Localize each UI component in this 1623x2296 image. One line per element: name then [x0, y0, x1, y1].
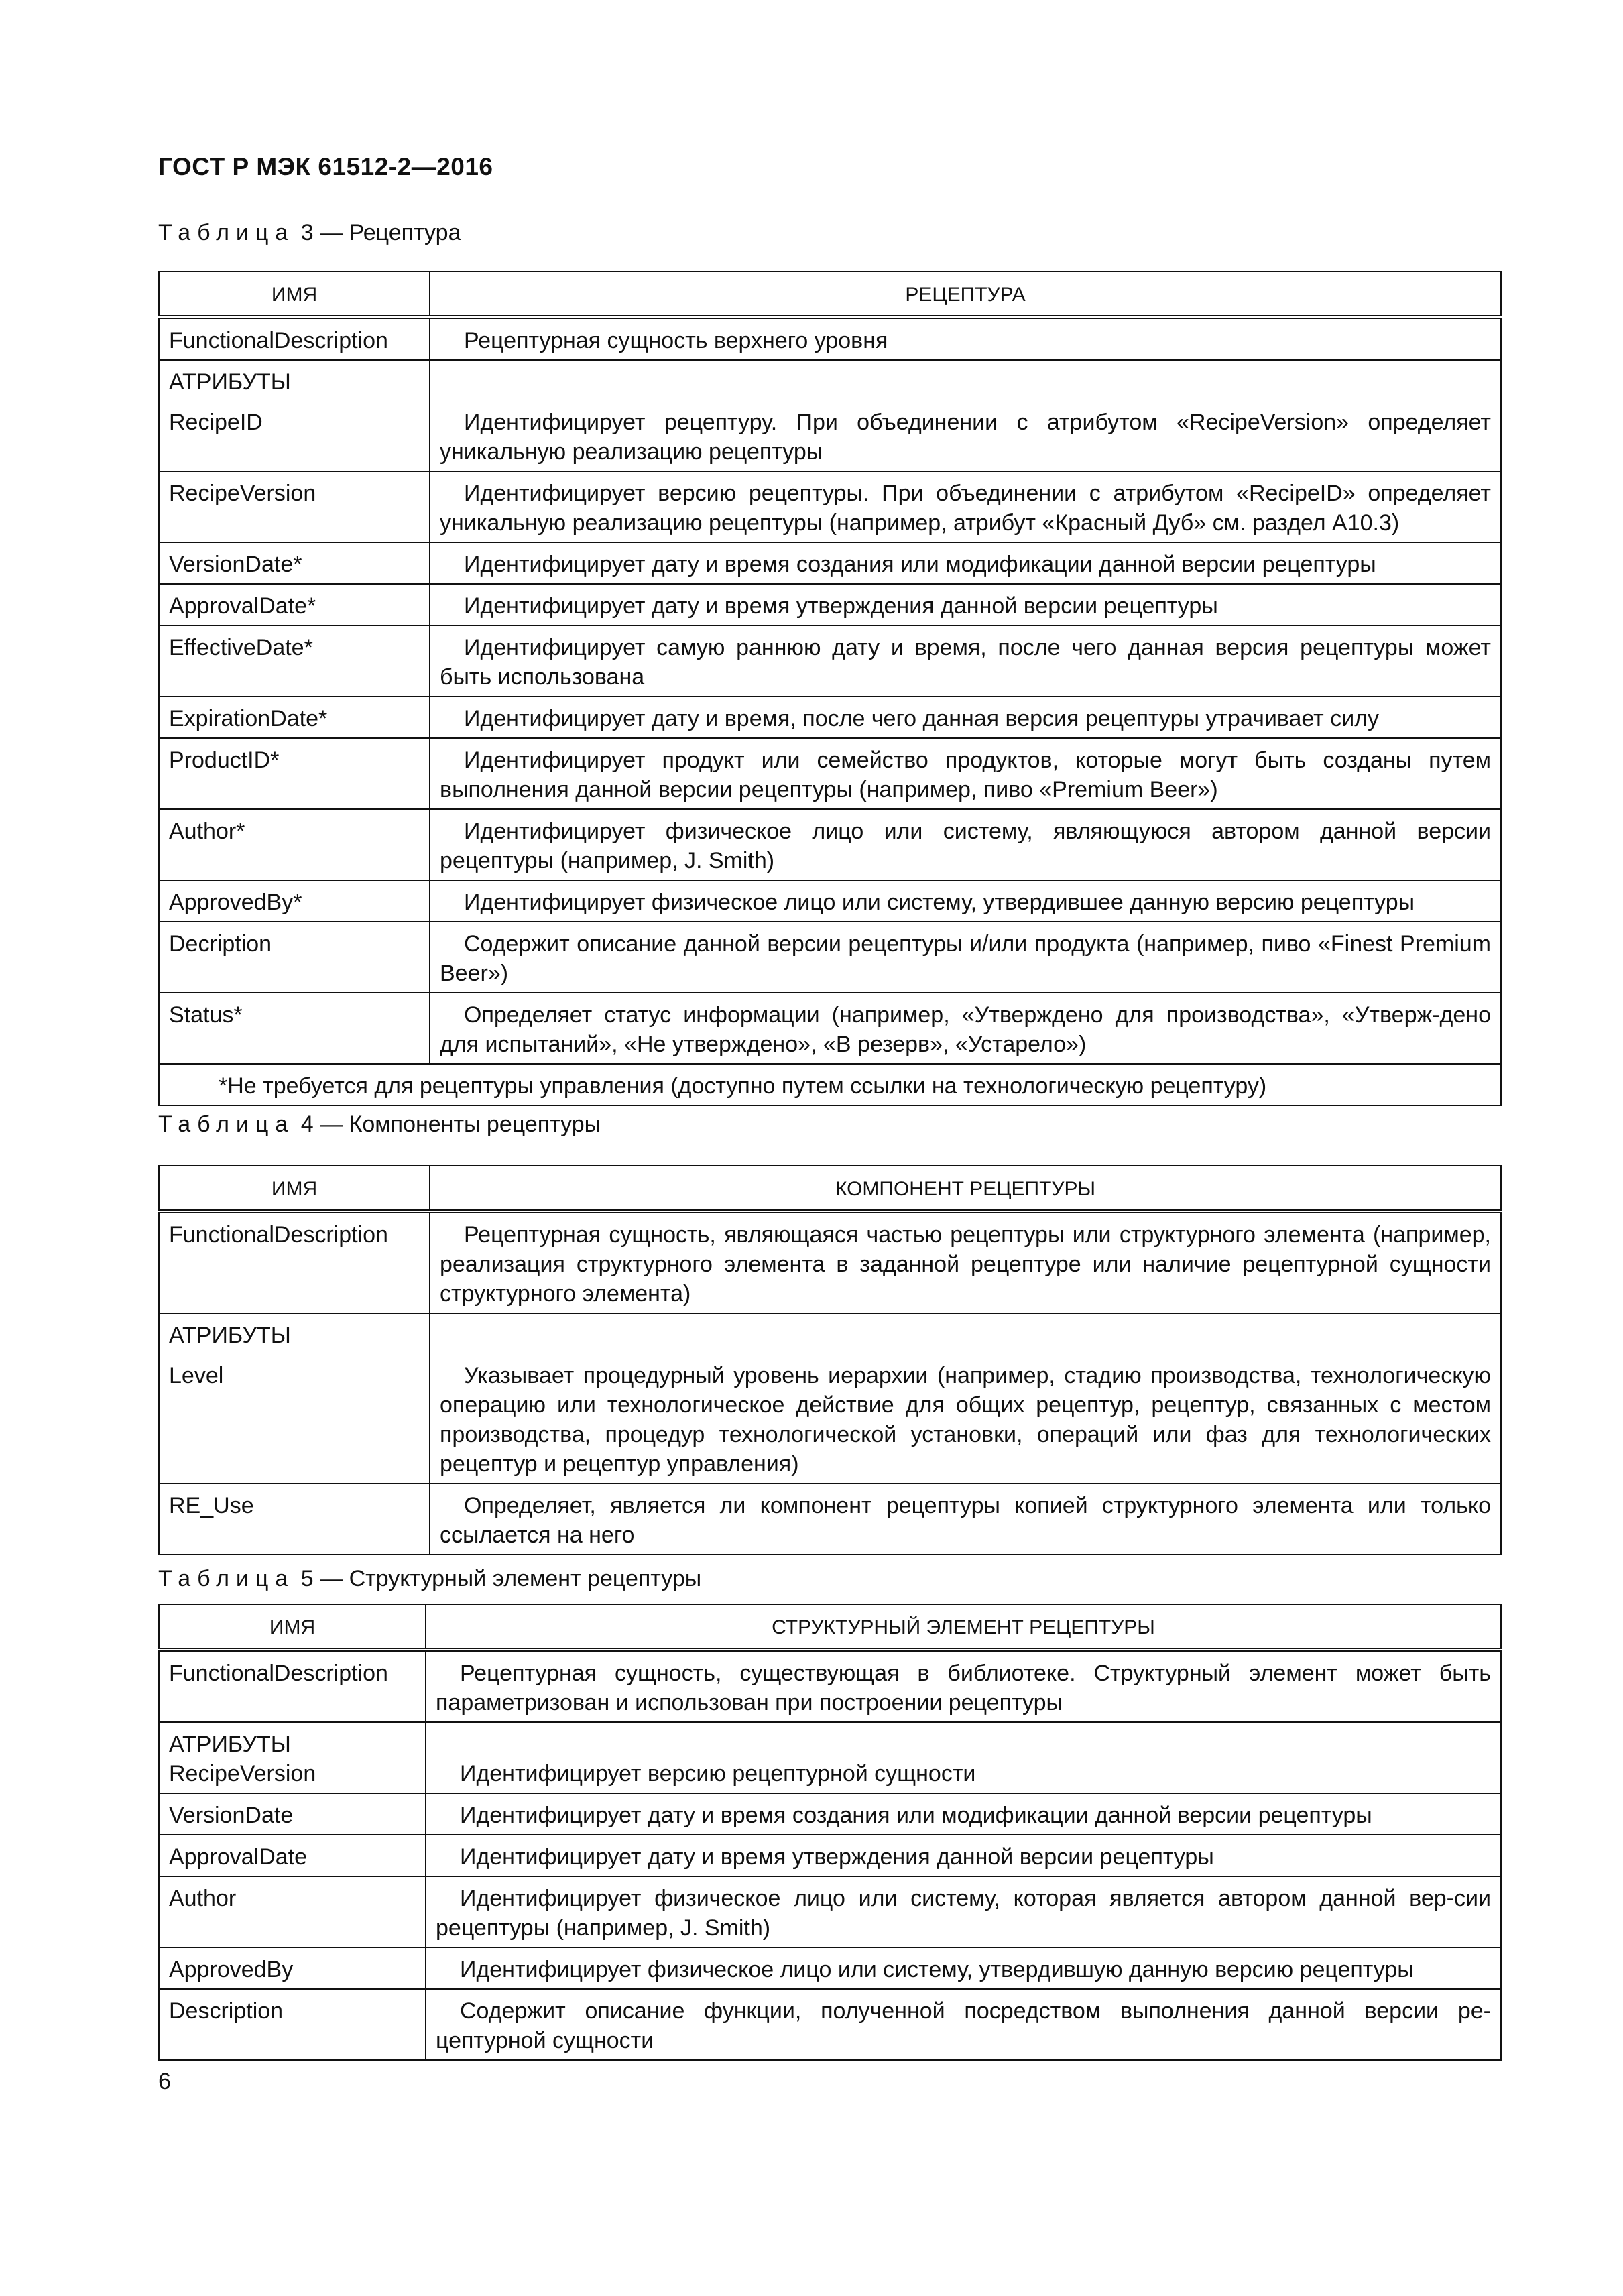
table4-caption	[158, 1111, 601, 1138]
attributes-heading: АТРИБУТЫ	[169, 369, 291, 395]
row-desc: Идентифицирует продукт или семейство продуктов, которые могут быть созданы путем выполнения данной версии рецептуры (например, пиво «Premium Beer»)	[430, 738, 1501, 809]
table5-col-desc-header: СТРУКТУРНЫЙ ЭЛЕМЕНТ РЕЦЕПТУРЫ	[426, 1604, 1501, 1650]
row-name: ApprovedBy*	[159, 880, 430, 922]
table5-caption-prefix: Таблица	[158, 1566, 295, 1591]
row-name: FunctionalDescription	[159, 1650, 426, 1722]
table3-caption-prefix: Таблица	[158, 220, 295, 245]
row-desc: Идентифицирует дату и время создания или модификации данной версии рецептуры	[430, 542, 1501, 584]
table-row	[159, 880, 1501, 922]
row-name: Status*	[159, 993, 430, 1064]
row-desc: Рецептурная сущность верхнего уровня	[430, 317, 1501, 360]
row-desc: Рецептурная сущность, существующая в библиотеке. Структурный элемент может быть параметризован и использован при построении рецептуры	[426, 1650, 1501, 1722]
table3-note-row	[159, 1064, 1501, 1105]
row-desc: Идентифицирует версию рецептуры. При объединении с атрибутом «RecipeID» определяет уникальную реализацию рецептуры (например, атрибут «Красный Дуб» см. раздел А10.3)	[430, 471, 1501, 542]
table-row	[159, 1484, 1501, 1555]
row-name: RE_Use	[159, 1484, 430, 1555]
row-name: ExpirationDate*	[159, 697, 430, 738]
table5-col-name-header: ИМЯ	[159, 1604, 426, 1650]
page-number: 6	[158, 2069, 171, 2094]
row-name: Author*	[159, 809, 430, 880]
table-row	[159, 317, 1501, 360]
row-name-with-attr-heading	[159, 1313, 430, 1484]
table3-caption-num: 3	[300, 220, 314, 245]
row-name: ApprovalDate*	[159, 584, 430, 625]
row-desc: Рецептурная сущность, являющаяся частью рецептуры или структурного элемента (например, реализация структурного элемента в заданной рецептуре или наличие рецептурной сущности структурного элемента)	[430, 1211, 1501, 1313]
row-name: ProductID*	[159, 738, 430, 809]
row-desc: Идентифицирует дату и время утверждения данной версии рецептуры	[426, 1835, 1501, 1876]
document-header: ГОСТ Р МЭК 61512-2—2016	[158, 153, 493, 180]
table3-caption-title: — Рецептура	[320, 220, 461, 245]
table5-caption-title: — Структурный элемент рецептуры	[320, 1566, 702, 1591]
row-name: ApprovalDate	[159, 1835, 426, 1876]
table-row	[159, 1211, 1501, 1313]
table3-col-desc-header: РЕЦЕПТУРА	[430, 271, 1501, 317]
table-row	[159, 1835, 1501, 1876]
table-row	[159, 1650, 1501, 1722]
table-row	[159, 360, 1501, 471]
row-name: Level	[169, 1363, 224, 1388]
table-row	[159, 1947, 1501, 1989]
table-row	[159, 584, 1501, 625]
attributes-heading: АТРИБУТЫ	[169, 1323, 291, 1348]
table3-col-name-header: ИМЯ	[159, 271, 430, 317]
table-row	[159, 993, 1501, 1064]
table-row	[159, 471, 1501, 542]
row-desc: Идентифицирует физическое лицо или систему, утвердившую данную версию рецептуры	[426, 1947, 1501, 1989]
row-desc: Определяет статус информации (например, «Утверждено для производства», «Утверж-дено для испытаний», «Не утверждено», «В резерв», «Устарело»)	[430, 993, 1501, 1064]
row-desc: Идентифицирует физическое лицо или систему, утвердившее данную версию рецептуры	[430, 880, 1501, 922]
row-name: RecipeVersion	[159, 471, 430, 542]
row-desc: Идентифицирует физическое лицо или систему, являющуюся автором данной версии рецептуры (например, J. Smith)	[430, 809, 1501, 880]
table-row	[159, 809, 1501, 880]
row-name: Description	[159, 1989, 426, 2060]
row-name: ApprovedBy	[159, 1947, 426, 1989]
row-desc: Идентифицирует дату и время утверждения данной версии рецептуры	[430, 584, 1501, 625]
attributes-heading: АТРИБУТЫ	[169, 1732, 291, 1757]
table-row	[159, 1989, 1501, 2060]
row-name: Author	[159, 1876, 426, 1947]
row-desc: Указывает процедурный уровень иерархии (например, стадию производства, технологическую операцию или технологическое действие для общих рецептур, рецептур, связанных с местом производства, процедур технологической установки, операций или фаз для технологических рецептур и рецептур управления)	[430, 1313, 1501, 1484]
row-name-with-attr-heading	[159, 1722, 426, 1793]
table5-header-row	[159, 1604, 1501, 1650]
table5	[158, 1604, 1502, 2061]
table4	[158, 1165, 1502, 1555]
row-desc: Содержит описание данной версии рецептуры и/или продукта (например, пиво «Finest Premium Beer»)	[430, 922, 1501, 993]
row-name: FunctionalDescription	[159, 317, 430, 360]
table4-col-name-header: ИМЯ	[159, 1166, 430, 1211]
row-desc: Идентифицирует рецептуру. При объединении с атрибутом «RecipeVersion» определяет уникальную реализацию рецептуры	[430, 360, 1501, 471]
table-row	[159, 542, 1501, 584]
table-row	[159, 1876, 1501, 1947]
row-name: RecipeVersion	[169, 1761, 316, 1787]
table-row	[159, 625, 1501, 697]
table5-caption-num: 5	[300, 1566, 314, 1591]
row-name: RecipeID	[169, 410, 263, 435]
row-desc: Содержит описание функции, полученной посредством выполнения данной версии ре-цептурной сущности	[426, 1989, 1501, 2060]
row-name: FunctionalDescription	[159, 1211, 430, 1313]
table4-header-row	[159, 1166, 1501, 1211]
table3-header-row	[159, 271, 1501, 317]
table5-caption	[158, 1566, 701, 1592]
table-row	[159, 1313, 1501, 1484]
table4-col-desc-header: КОМПОНЕНТ РЕЦЕПТУРЫ	[430, 1166, 1501, 1211]
table4-caption-title: — Компоненты рецептуры	[320, 1111, 601, 1137]
table-row	[159, 1722, 1501, 1793]
row-desc: Определяет, является ли компонент рецептуры копией структурного элемента или только ссылается на него	[430, 1484, 1501, 1555]
row-desc: Идентифицирует дату и время, после чего данная версия рецептуры утрачивает силу	[430, 697, 1501, 738]
table-row	[159, 1793, 1501, 1835]
row-desc: Идентифицирует самую раннюю дату и время, после чего данная версия рецептуры может быть использована	[430, 625, 1501, 697]
table-row	[159, 697, 1501, 738]
table3-caption	[158, 220, 461, 246]
row-name: VersionDate*	[159, 542, 430, 584]
table-row	[159, 738, 1501, 809]
table3	[158, 271, 1502, 1106]
table4-caption-num: 4	[300, 1111, 314, 1137]
table3-footnote: *Не требуется для рецептуры управления (доступно путем ссылки на технологическую рецептуру)	[159, 1064, 1501, 1105]
row-name: Decription	[159, 922, 430, 993]
table4-caption-prefix: Таблица	[158, 1111, 295, 1137]
row-desc: Идентифицирует физическое лицо или систему, которая является автором данной вер-сии рецептуры (например, J. Smith)	[426, 1876, 1501, 1947]
row-name-with-attr-heading	[159, 360, 430, 471]
table-row	[159, 922, 1501, 993]
row-name: EffectiveDate*	[159, 625, 430, 697]
row-desc: Идентифицирует версию рецептурной сущности	[426, 1722, 1501, 1793]
row-desc: Идентифицирует дату и время создания или модификации данной версии рецептуры	[426, 1793, 1501, 1835]
row-name: VersionDate	[159, 1793, 426, 1835]
